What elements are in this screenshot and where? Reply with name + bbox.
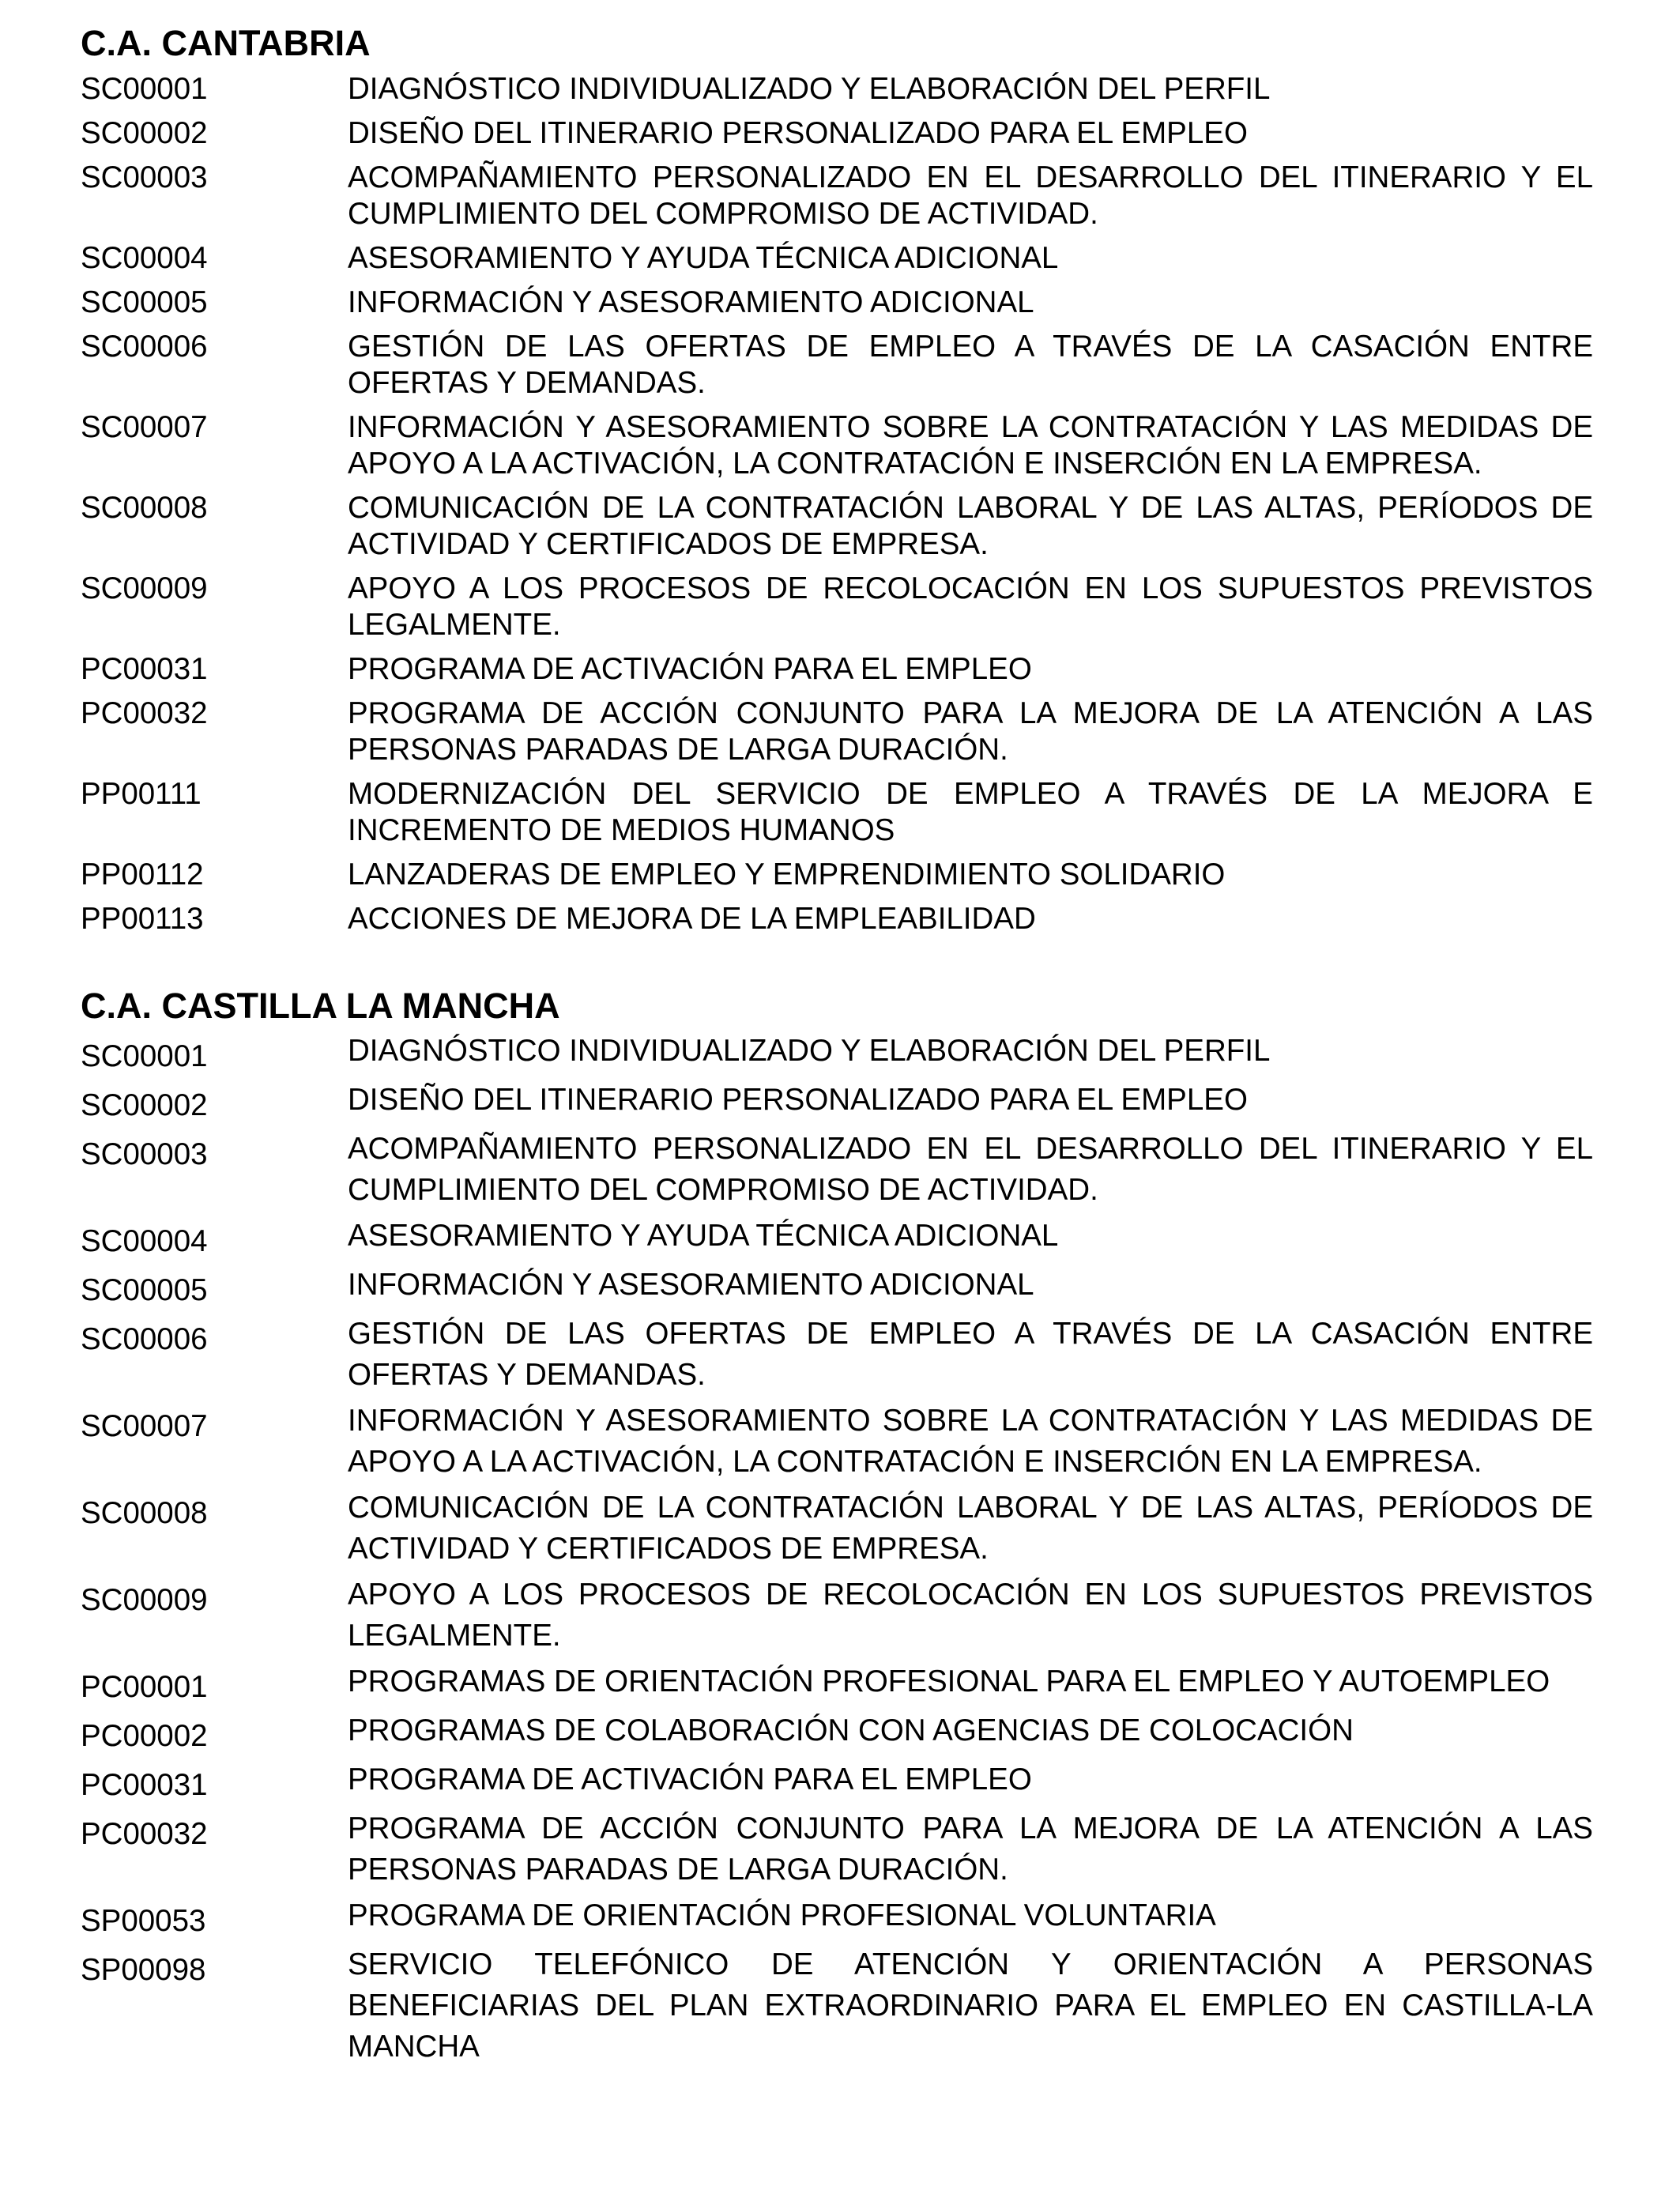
section-title-castilla-la-mancha: C.A. CASTILLA LA MANCHA [81,986,560,1026]
entry-code: PC00032 [81,1817,208,1851]
entry-description: APOYO A LOS PROCESOS DE RECOLOCACIÓN EN LOS SUPUESTOS PREVISTOS LEGALMENTE. [348,1578,1593,1653]
entry-code: PP00112 [81,858,204,892]
entry-row [81,1317,1598,1396]
entry-description: APOYO A LOS PROCESOS DE RECOLOCACIÓN EN LOS SUPUESTOS PREVISTOS LEGALMENTE. [348,571,1593,642]
entry-row [81,1898,1598,1940]
entry-description: GESTIÓN DE LAS OFERTAS DE EMPLEO A TRAVÉS DE LA CASACIÓN ENTRE OFERTAS Y DEMANDAS. [348,330,1593,400]
entry-description: PROGRAMAS DE COLABORACIÓN CON AGENCIAS DE COLOCACIÓN [348,1713,1354,1747]
entry-code: PC00002 [81,1719,208,1753]
entry-code: SC00005 [81,285,208,319]
entry-row [81,329,1598,401]
entry-code: SC00001 [81,72,208,106]
entry-row [81,490,1598,563]
entry-code: PP00111 [81,777,202,811]
entry-description: LANZADERAS DE EMPLEO Y EMPRENDIMIENTO SOLIDARIO [348,858,1226,892]
entry-description: COMUNICACIÓN DE LA CONTRATACIÓN LABORAL Y DE LAS ALTAS, PERÍODOS DE ACTIVIDAD Y CERTIFICADOS DE EMPRESA. [348,1491,1593,1566]
document-page [81,16,1598,2075]
entry-code: PC00032 [81,696,208,730]
entry-description: PROGRAMAS DE ORIENTACIÓN PROFESIONAL PARA EL EMPLEO Y AUTOEMPLEO [348,1664,1550,1698]
entry-code: SC00009 [81,1583,208,1617]
entry-description: ACOMPAÑAMIENTO PERSONALIZADO EN EL DESARROLLO DEL ITINERARIO Y EL CUMPLIMIENTO DEL COMPROMISO DE ACTIVIDAD. [348,1132,1593,1207]
entry-row [81,1947,1598,2068]
entry-code: SC00004 [81,241,208,275]
entry-code: SC00006 [81,1322,208,1356]
entry-code: SP00053 [81,1904,206,1938]
entry-code: SC00001 [81,1039,208,1073]
entry-code: SC00008 [81,1496,208,1530]
entry-code: SC00003 [81,160,208,194]
entry-description: SERVICIO TELEFÓNICO DE ATENCIÓN Y ORIENTACIÓN A PERSONAS BENEFICIARIAS DEL PLAN EXTRAORDINARIO PARA EL EMPLEO EN CASTILLA-LA MANCHA [348,1947,1593,2064]
entry-description: INFORMACIÓN Y ASESORAMIENTO ADICIONAL [348,285,1034,319]
entry-code: SC00002 [81,116,208,150]
entry-row [81,1664,1598,1706]
entry-description: PROGRAMA DE ACCIÓN CONJUNTO PARA LA MEJORA DE LA ATENCIÓN A LAS PERSONAS PARADAS DE LARGA DURACIÓN. [348,696,1593,767]
entry-code: SC00004 [81,1224,208,1258]
section-title-cantabria: C.A. CANTABRIA [81,23,371,63]
entry-row [81,1219,1598,1260]
entry-row [81,776,1598,849]
entry-row [81,160,1598,232]
entry-description: DISEÑO DEL ITINERARIO PERSONALIZADO PARA EL EMPLEO [348,116,1248,150]
entry-list-cantabria [81,71,1598,937]
entry-row [81,1491,1598,1570]
entry-description: INFORMACIÓN Y ASESORAMIENTO SOBRE LA CONTRATACIÓN Y LAS MEDIDAS DE APOYO A LA ACTIVACIÓN, LA CONTRATACIÓN E INSERCIÓN EN LA EMPRESA. [348,410,1593,481]
entry-code: PC00001 [81,1670,208,1704]
entry-row [81,857,1598,893]
entry-row [81,1578,1598,1657]
entry-description: DIAGNÓSTICO INDIVIDUALIZADO Y ELABORACIÓN DEL PERFIL [348,1034,1271,1068]
entry-code: SC00009 [81,571,208,605]
entry-row [81,1034,1598,1075]
entry-code: PC00031 [81,1768,208,1802]
entry-description: PROGRAMA DE ORIENTACIÓN PROFESIONAL VOLUNTARIA [348,1898,1216,1932]
entry-row [81,696,1598,768]
entry-description: GESTIÓN DE LAS OFERTAS DE EMPLEO A TRAVÉS DE LA CASACIÓN ENTRE OFERTAS Y DEMANDAS. [348,1317,1593,1392]
entry-code: SC00008 [81,491,208,525]
entry-row [81,651,1598,688]
entry-description: COMUNICACIÓN DE LA CONTRATACIÓN LABORAL Y DE LAS ALTAS, PERÍODOS DE ACTIVIDAD Y CERTIFICADOS DE EMPRESA. [348,491,1593,561]
entry-list-castilla-la-mancha [81,1034,1598,2068]
entry-row [81,240,1598,277]
entry-row [81,1811,1598,1891]
entry-description: DISEÑO DEL ITINERARIO PERSONALIZADO PARA EL EMPLEO [348,1083,1248,1117]
entry-row [81,1404,1598,1483]
entry-description: ASESORAMIENTO Y AYUDA TÉCNICA ADICIONAL [348,1219,1059,1253]
entry-row [81,1713,1598,1755]
entry-row [81,71,1598,107]
entry-code: PC00031 [81,652,208,686]
entry-row [81,1268,1598,1309]
entry-code: SC00007 [81,410,208,444]
entry-description: INFORMACIÓN Y ASESORAMIENTO SOBRE LA CONTRATACIÓN Y LAS MEDIDAS DE APOYO A LA ACTIVACIÓN, LA CONTRATACIÓN E INSERCIÓN EN LA EMPRESA. [348,1404,1593,1479]
entry-row [81,115,1598,152]
entry-description: PROGRAMA DE ACCIÓN CONJUNTO PARA LA MEJORA DE LA ATENCIÓN A LAS PERSONAS PARADAS DE LARGA DURACIÓN. [348,1811,1593,1887]
entry-description: ACCIONES DE MEJORA DE LA EMPLEABILIDAD [348,902,1036,936]
entry-description: ACOMPAÑAMIENTO PERSONALIZADO EN EL DESARROLLO DEL ITINERARIO Y EL CUMPLIMIENTO DEL COMPROMISO DE ACTIVIDAD. [348,160,1593,231]
entry-description: PROGRAMA DE ACTIVACIÓN PARA EL EMPLEO [348,1762,1032,1796]
entry-code: SC00003 [81,1137,208,1171]
entry-description: DIAGNÓSTICO INDIVIDUALIZADO Y ELABORACIÓN DEL PERFIL [348,72,1271,106]
entry-code: SC00007 [81,1409,208,1443]
entry-row [81,285,1598,321]
entry-row [81,571,1598,643]
entry-row [81,1762,1598,1804]
entry-description: ASESORAMIENTO Y AYUDA TÉCNICA ADICIONAL [348,241,1059,275]
entry-row [81,409,1598,482]
entry-code: PP00113 [81,902,204,936]
entry-row [81,1083,1598,1124]
entry-code: SP00098 [81,1953,206,1987]
entry-description: PROGRAMA DE ACTIVACIÓN PARA EL EMPLEO [348,652,1032,686]
entry-code: SC00006 [81,330,208,364]
entry-code: SC00005 [81,1273,208,1307]
entry-row [81,1132,1598,1211]
entry-description: MODERNIZACIÓN DEL SERVICIO DE EMPLEO A TRAVÉS DE LA MEJORA E INCREMENTO DE MEDIOS HUMANOS [348,777,1593,847]
entry-description: INFORMACIÓN Y ASESORAMIENTO ADICIONAL [348,1268,1034,1302]
entry-code: SC00002 [81,1088,208,1122]
entry-row [81,901,1598,937]
